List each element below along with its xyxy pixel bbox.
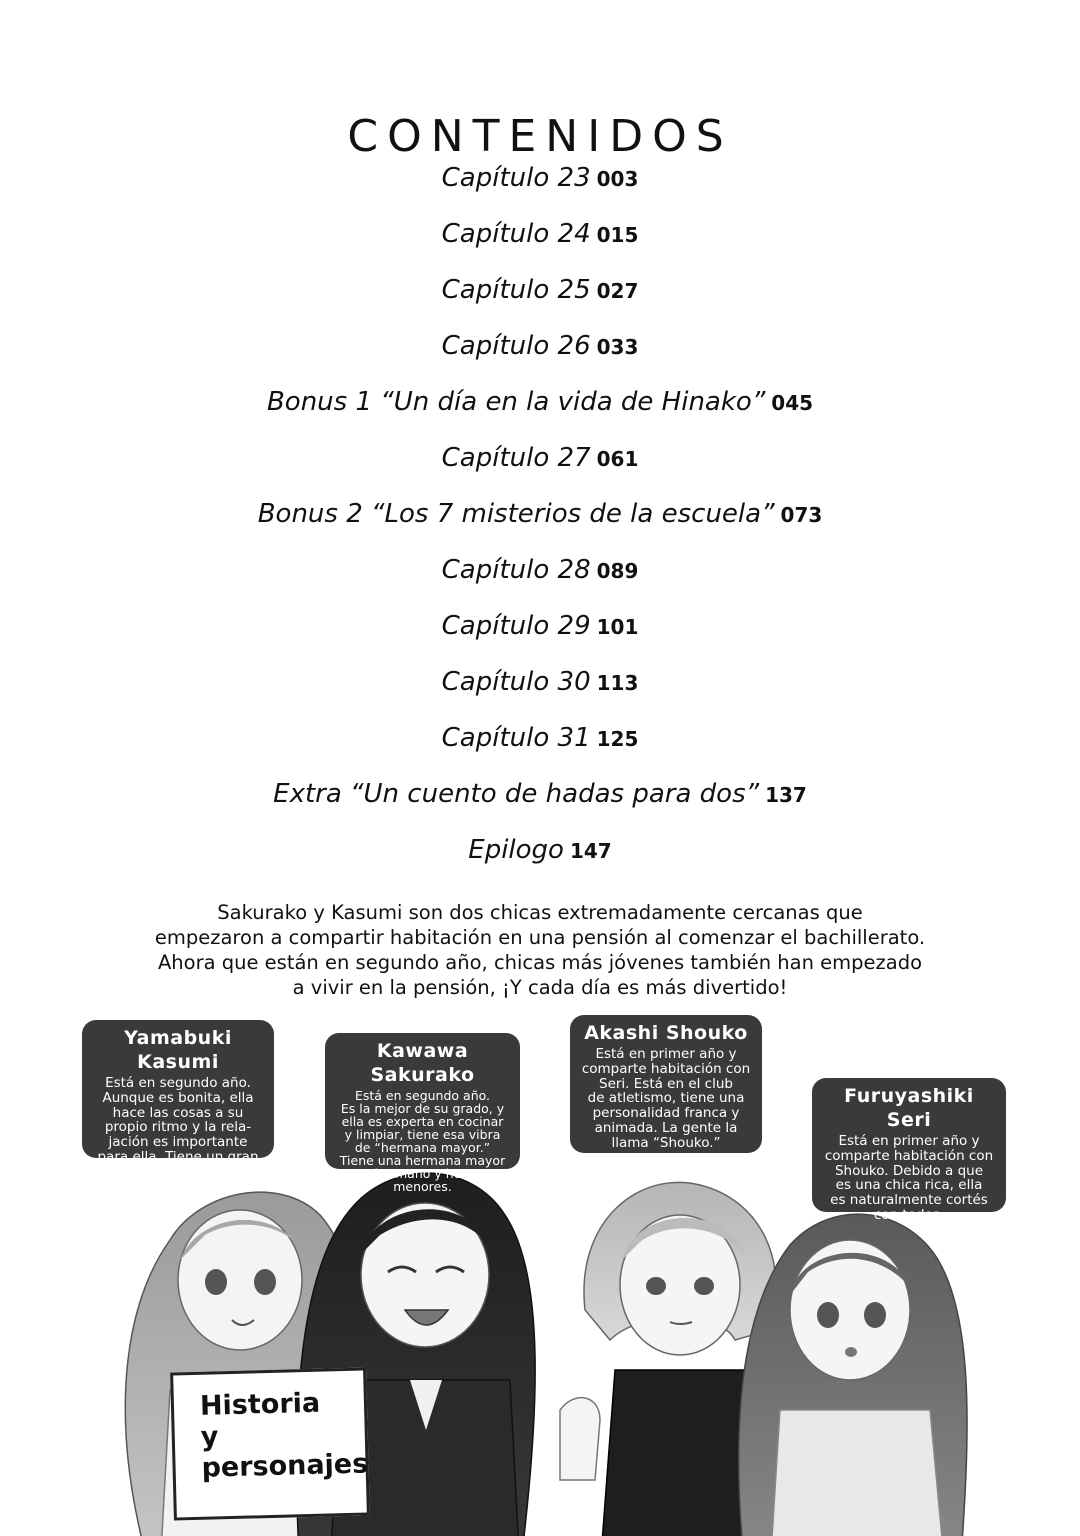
character-card-sakurako: [325, 1033, 520, 1194]
description-line: personalidad franca y: [592, 1105, 740, 1122]
toc-entry: [0, 318, 1080, 374]
character-card-seri: [812, 1078, 1006, 1223]
description-line: Está en primer año y: [838, 1133, 980, 1149]
toc-entry: [0, 542, 1080, 598]
toc-entry: [0, 430, 1080, 486]
character-name: Yamabuki Kasumi: [124, 1027, 232, 1073]
toc-entry-label: Epilogo: [468, 835, 564, 865]
toc-entry-label: Capítulo 25: [441, 275, 591, 305]
toc-entry-page: 125: [596, 727, 639, 751]
description-line: de “hermana mayor.”: [354, 1140, 491, 1155]
character-description: [333, 1089, 512, 1193]
toc-entry: [0, 710, 1080, 766]
synopsis-line: empezaron a compartir habitación en una pensión al comenzar el bachillerato.: [154, 926, 926, 949]
description-line: llama “Shouko.”: [611, 1134, 721, 1151]
character-description: [820, 1134, 998, 1223]
description-line: Es la mejor de su grado, y: [340, 1101, 505, 1116]
toc-entry-page: 101: [596, 615, 639, 639]
toc-entry-page: 147: [569, 839, 612, 863]
character-description: [90, 1076, 266, 1180]
toc-entry-label: Bonus 1 “Un día en la vida de Hinako”: [266, 387, 766, 417]
description-line: comparte habitación con: [824, 1147, 994, 1164]
toc-entry-label: Bonus 2 “Los 7 misterios de la escuela”: [257, 499, 775, 529]
toc-entry-page: 033: [596, 335, 639, 359]
toc-entry-label: Capítulo 30: [441, 667, 591, 697]
story-and-characters-sign: [170, 1367, 370, 1520]
toc-entry: [0, 822, 1080, 878]
toc-entry: [0, 150, 1080, 206]
toc-entry: [0, 654, 1080, 710]
toc-entry-label: Capítulo 26: [441, 331, 591, 361]
sign-line: y: [200, 1421, 219, 1453]
description-line: apetito.: [152, 1163, 204, 1180]
toc-entry: [0, 598, 1080, 654]
toc-list: [0, 150, 1080, 878]
description-line: y un hermano y hermana: [343, 1166, 502, 1181]
synopsis-line: Sakurako y Kasumi son dos chicas extremadamente cercanas que: [217, 901, 863, 924]
synopsis-line: a vivir en la pensión, ¡Y cada día es más divertido!: [292, 976, 788, 999]
toc-entry: [0, 766, 1080, 822]
toc-entry: [0, 486, 1080, 542]
description-line: de atletismo, tiene una: [587, 1090, 745, 1107]
description-line: Aunque es bonita, ella: [102, 1089, 254, 1106]
description-line: con todos.: [873, 1206, 945, 1223]
description-line: Está en segundo año.: [105, 1075, 251, 1091]
description-line: menores.: [393, 1179, 452, 1194]
description-line: es naturalmente cortés: [830, 1192, 988, 1209]
description-line: para ella. Tiene un gran: [97, 1148, 259, 1165]
character-name: Kawawa Sakurako: [370, 1040, 475, 1086]
toc-entry-label: Extra “Un cuento de hadas para dos”: [273, 779, 760, 809]
character-card-shouko: [570, 1015, 762, 1153]
description-line: Shouko. Debido a que: [834, 1162, 984, 1179]
character-card-kasumi: [82, 1020, 274, 1180]
character-name: Furuyashiki Seri: [844, 1085, 974, 1131]
toc-entry-label: Capítulo 24: [441, 219, 591, 249]
description-line: y limpiar, tiene esa vibra: [344, 1127, 501, 1142]
description-line: animada. La gente la: [594, 1119, 738, 1136]
description-line: comparte habitación con: [581, 1060, 751, 1077]
description-line: Tiene una hermana mayor: [339, 1153, 506, 1168]
description-line: propio ritmo y la rela-: [104, 1119, 252, 1136]
description-line: es una chica rica, ella: [835, 1177, 983, 1194]
toc-entry: [0, 374, 1080, 430]
toc-entry-page: 073: [780, 503, 823, 527]
toc-entry-label: Capítulo 27: [441, 443, 591, 473]
description-line: hace las cosas a su: [112, 1104, 244, 1121]
toc-entry: [0, 206, 1080, 262]
sign-line: Historia: [199, 1387, 321, 1422]
character-name: Akashi Shouko: [584, 1022, 748, 1044]
toc-entry-label: Capítulo 28: [441, 555, 591, 585]
synopsis-paragraph: [100, 900, 980, 1000]
toc-entry-page: 027: [596, 279, 639, 303]
page-title: CONTENIDOS: [347, 111, 733, 163]
toc-entry-label: Capítulo 29: [441, 611, 591, 641]
sign-line: personajes: [201, 1448, 369, 1484]
toc-entry-page: 003: [596, 167, 639, 191]
description-line: Está en primer año y: [595, 1046, 737, 1062]
description-line: Seri. Está en el club: [599, 1075, 733, 1092]
toc-entry-page: 137: [765, 783, 807, 807]
synopsis-line: Ahora que están en segundo año, chicas más jóvenes también han empezado: [157, 951, 923, 974]
toc-entry-page: 045: [771, 391, 814, 415]
character-description: [578, 1047, 754, 1151]
toc-entry-page: 113: [596, 671, 639, 695]
description-line: jación es importante: [108, 1134, 248, 1151]
toc-entry-label: Capítulo 23: [441, 163, 591, 193]
toc-entry: [0, 262, 1080, 318]
toc-entry-page: 061: [596, 447, 639, 471]
toc-entry-page: 089: [596, 559, 639, 583]
description-line: Está en segundo año.: [354, 1088, 491, 1103]
toc-entry-label: Capítulo 31: [441, 723, 591, 753]
toc-entry-page: 015: [596, 223, 639, 247]
description-line: ella es experta en cocinar: [341, 1114, 504, 1129]
